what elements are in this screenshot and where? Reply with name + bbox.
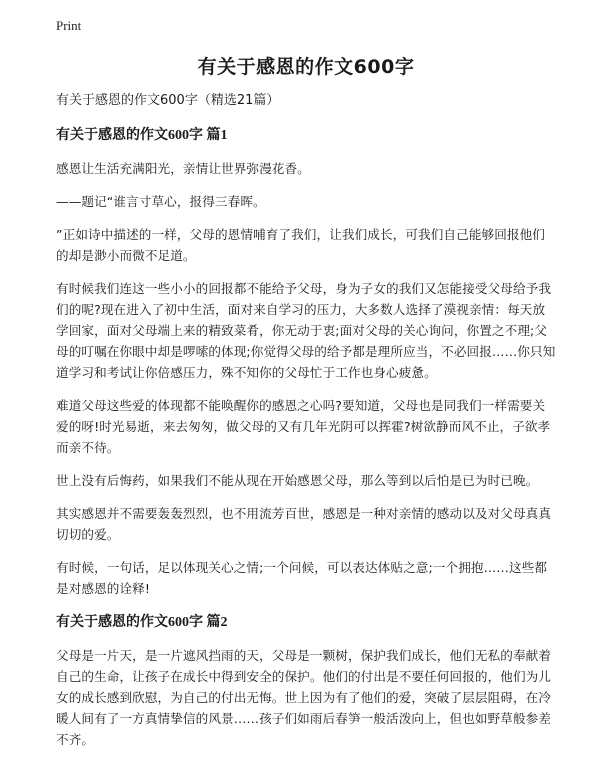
paragraph: 难道父母这些爱的体现都不能唤醒你的感恩之心吗?要知道，父母也是同我们一样需要关爱的呀!时光易逝，来去匆匆，做父母的又有几年光阴可以挥霍?树欲静而风不止，子欲孝而亲不待。	[56, 398, 551, 455]
paragraph: 有时候，一句话，足以体现关心之情;一个问候，可以表达体贴之意;一个拥抱……这些都是对感恩的诠释!	[56, 560, 548, 596]
section-2	[56, 611, 556, 750]
paragraph: ——题记“谁言寸草心，报得三春晖。	[56, 194, 266, 209]
paragraph: 有时候我们连这一些小小的回报都不能给予父母，身为子女的我们又怎能接受父母给予我们的呢?现在进入了初中生活，面对来自学习的压力，大多数人选择了漠视亲情：每天放学回家，面对父母端上来的精致菜肴，你无动于衷;面对父母的关心询问，你置之不理;父母的叮嘱在你眼中却是啰嗦的体现;你觉得父母的给予都是理所应当，不必回报……你只知道学习和考试让你倍感压力，殊不知你的父母忙于工作也身心疲惫。	[56, 281, 556, 380]
page-title: 有关于感恩的作文600字	[197, 56, 415, 78]
document-body	[56, 52, 556, 762]
section-heading: 有关于感恩的作文600字 篇2	[56, 615, 228, 630]
paragraph: 其实感恩并不需要轰轰烈烈，也不用流芳百世，感恩是一种对亲情的感动以及对父母真真切切的爱。	[56, 506, 552, 542]
paragraph: ”正如诗中描述的一样，父母的恩情哺育了我们，让我们成长，可我们自己能够回报他们的却是渺小而微不足道。	[56, 227, 545, 263]
paragraph: 父母是一片天，是一片遮风挡雨的天，父母是一颗树，保护我们成长，他们无私的奉献着自己的生命，让孩子在成长中得到安全的保护。他们的付出是不要任何回报的，他们为儿女的成长感到欣慰，为自己的付出无悔。世上因为有了他们的爱，突破了层层阻碍，在冷暖人间有了一方真情挚信的风景……孩子们如雨后春笋一般活泼向上，但也如野草般参差不齐。	[56, 648, 552, 747]
section-1	[56, 124, 556, 599]
print-link[interactable]: Print	[56, 18, 82, 33]
page-subtitle: 有关于感恩的作文600字（精选21篇）	[56, 93, 280, 108]
paragraph: 世上没有后悔药，如果我们不能从现在开始感恩父母，那么等到以后怕是已为时已晚。	[56, 473, 539, 488]
section-heading: 有关于感恩的作文600字 篇1	[56, 128, 228, 143]
paragraph: 感恩让生活充满阳光，亲情让世界弥漫花香。	[56, 161, 310, 176]
